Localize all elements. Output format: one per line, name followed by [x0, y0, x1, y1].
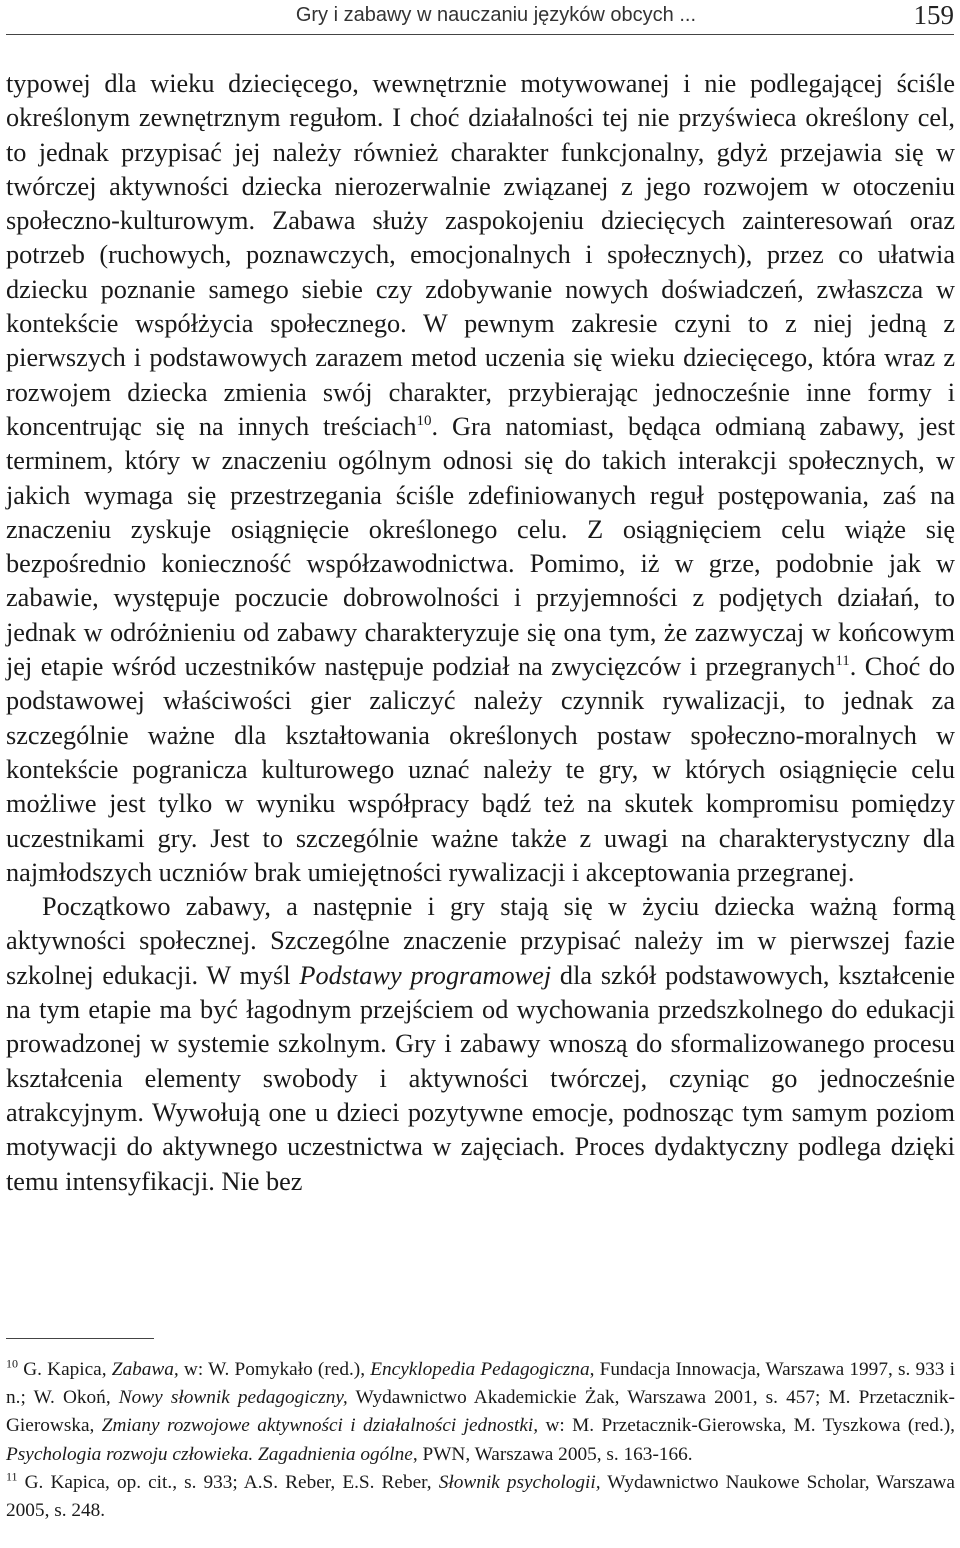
footnote-10-italic-d: Encyklopedia Pedagogiczna: [370, 1359, 590, 1380]
footnote-number-10: 10: [6, 1356, 18, 1371]
paragraph-2-part-1: Początkowo zabawy, a następnie i gry stają się w życiu dziecka ważną formą aktywności społecznej. Szczególne znaczenie przypisać należy im w pierwszej fazie szkolnej edukacji. W myśl: [6, 892, 955, 990]
footnote-ref-11[interactable]: 11: [835, 653, 850, 670]
footnote-10-italic-h: Zmiany rozwojowe aktywności i działalności jednostki,: [101, 1415, 539, 1437]
page-header: [0, 0, 960, 40]
footnote-number-11: 11: [6, 1469, 18, 1484]
footnote-11-text-c: Wydawnictwo Naukowe Scholar, Warszawa 2005, s. 248.: [6, 1471, 955, 1522]
footnote-11-italic-b: Słownik psychologii,: [438, 1471, 601, 1493]
footnote-10-italic-f: Nowy słownik pedagogiczny,: [118, 1387, 348, 1409]
running-title: Gry i zabawy w nauczaniu języków obcych ...: [295, 4, 696, 26]
footnote-10-text-a: G. Kapica,: [18, 1359, 112, 1380]
footnote-10-text-c: w: W. Pomykało (red.),: [178, 1359, 371, 1380]
paragraph-2: [6, 890, 955, 1199]
footnote-11-text-a: G. Kapica, op. cit., s. 933; A.S. Reber, E.S. Reber,: [17, 1471, 439, 1493]
footnote-ref-10[interactable]: 10: [416, 413, 432, 430]
paragraph-2-part-2: dla szkół podstawowych, kształcenie na tym etapie ma być łagodnym przejściem od wychowania przedszkolnego do edukacji prowadzonej w systemie szkolnym. Gry i zabawy wnoszą do sformalizowanego procesu kształcenia elementy swobody i aktywności twórczej, czyniąc go jednocześnie atrakcyjnym. Wywołują one u dzieci pozytywne emocje, podnosząc tym samym poziom motywacji do aktywnego uczestnictwa w zajęciach. Proces dydaktyczny podlega dzięki temu intensyfikacji. Nie bez: [6, 960, 956, 1196]
footnote-10-text-e: , Fundacja Innowacja, Warszawa 1997, s. 933 i n.; W. Okoń,: [6, 1359, 955, 1409]
footnote-10-text-j: w: M. Przetacznik-Gierowska, M. Tyszkowa (red.),: [538, 1415, 956, 1437]
header-rule: [6, 34, 954, 35]
paragraph-2-italic-title: Podstawy programowej: [299, 960, 552, 990]
page-number: 159: [913, 0, 954, 30]
footnote-10-italic-b: Zabawa,: [111, 1359, 179, 1380]
footnote-rule: [6, 1338, 154, 1339]
footnote-10-italic-k: Psychologia rozwoju człowieka. Zagadnienia ogólne: [6, 1443, 413, 1465]
footnote-10: [6, 1356, 955, 1469]
footnote-11: [6, 1469, 955, 1525]
paragraph-1-part-3: . Choć do podstawowej właściwości gier zaliczyć należy czynnik rywalizacji, to jednak za szczególnie ważne dla kształtowania określonych postaw społeczno-moralnych w kontekście pogranicza kulturowego uznać należy te gry, w których osiągnięcie celu możliwe jest tylko w wyniku współpracy bądź też na skutek kompromisu pomiędzy uczestnikami gry. Jest to szczególnie ważne także z uwagi na charakterystyczny dla najmłodszych uczniów brak umiejętności rywalizacji i akceptowania przegranej.: [6, 652, 955, 887]
footnote-10-text-g: Wydawnictwo Akademickie Żak, Warszawa 2001, s. 457; M. Przetacznik-Gierowska,: [6, 1387, 955, 1437]
paragraph-1: [6, 67, 955, 890]
paragraph-1-part-2: . Gra natomiast, będąca odmianą zabawy, jest terminem, który w znaczeniu ogólnym odnosi się do takich interakcji społecznych, w jakich wymaga się przestrzegania ściśle zdefiniowanych reguł postępowania, zaś na znaczeniu zyskuje osiągnięcie określonego celu. Z osiągnięciem celu wiąże się bezpośrednio konieczność współzawodnictwa. Pomimo, iż w grze, podobnie jak w zabawie, występuje poczucie dobrowolności i przyjemności z podjętych działań, to jednak w odróżnieniu od zabawy charakteryzuje się ona tym, że zazwyczaj w końcowym jej etapie wśród uczestników następuje podział na zwycięzców i przegranych: [6, 411, 956, 682]
paragraph-1-part-1: typowej dla wieku dziecięcego, wewnętrznie motywowanej i nie podlegającej ściśle określonym zewnętrznym regułom. I choć działalności tej nie przyświeca określony cel, to jednak przypisać jej należy również charakter funkcjonalny, gdyż przejawia się w twórczej aktywności dziecka nierozerwalnie związanej z jego rozwojem w otoczeniu społeczno-kulturowym. Zabawa służy zaspokojeniu dziecięcych zainteresowań oraz potrzeb (ruchowych, poznawczych, emocjonalnych i społecznych), przez co ułatwia dziecku poznanie samego siebie czy zdobywanie nowych doświadczeń, zwłaszcza w kontekście współżycia społecznego. W pewnym zakresie czyni to z niej jedną z pierwszych i podstawowych zarazem metod uczenia się wieku dziecięcego, która wraz z rozwojem dziecka zmienia swój charakter, przybierając jednocześnie inne formy i koncentrując się na innych treściach: [6, 69, 955, 441]
footnote-10-text-l: , PWN, Warszawa 2005, s. 163-166.: [412, 1443, 693, 1465]
body-text: [6, 67, 955, 1199]
footnotes: [6, 1356, 955, 1525]
